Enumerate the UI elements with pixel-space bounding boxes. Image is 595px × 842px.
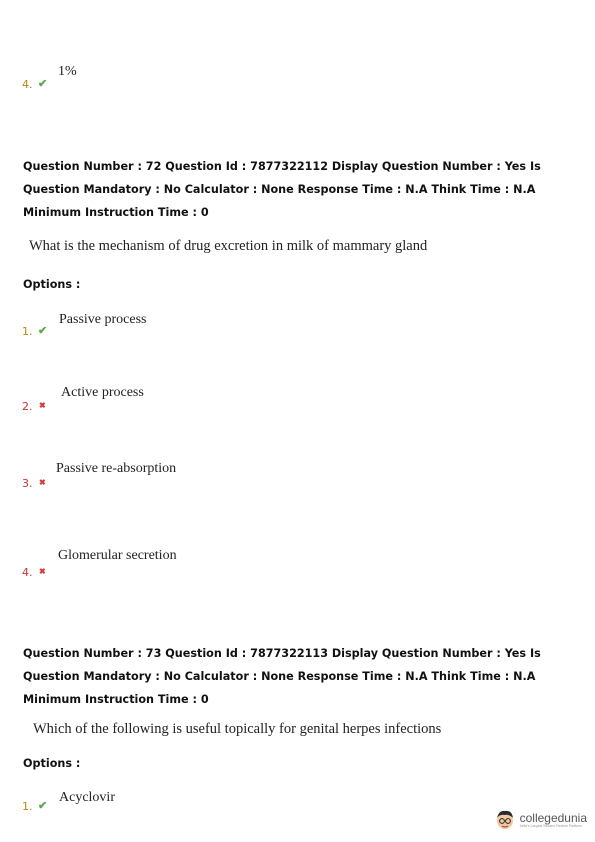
cross-icon: ✖ bbox=[39, 478, 46, 487]
q72-option-4 bbox=[22, 547, 322, 577]
question-72-meta: Question Number : 72 Question Id : 7877322112 Display Question Number : Yes Is Question Mandatory : No Calculator : None Response Time : N.A Think Time : N.A Minimum Instruction Time : 0 bbox=[23, 160, 541, 219]
option-number: 2. bbox=[22, 400, 33, 413]
option-number: 4. bbox=[22, 566, 33, 579]
collegedunia-logo bbox=[494, 808, 587, 832]
option-text: Active process bbox=[61, 385, 144, 400]
cross-icon: ✖ bbox=[39, 567, 46, 576]
prev-option-4 bbox=[22, 62, 222, 96]
q72-option-1 bbox=[22, 311, 322, 341]
option-text: Glomerular secretion bbox=[58, 548, 177, 563]
option-text: 1% bbox=[58, 64, 77, 79]
option-text: Passive re-absorption bbox=[56, 461, 177, 476]
option-text: Passive process bbox=[59, 312, 147, 327]
question-73-meta: Question Number : 73 Question Id : 7877322113 Display Question Number : Yes Is Question Mandatory : No Calculator : None Response Time : N.A Think Time : N.A Minimum Instruction Time : 0 bbox=[23, 647, 541, 706]
cross-icon: ✖ bbox=[39, 401, 46, 410]
q72-option-3 bbox=[22, 460, 322, 490]
q73-option-1 bbox=[22, 790, 322, 820]
logo-text-block bbox=[520, 812, 587, 828]
question-72-text: What is the mechanism of drug excretion in milk of mammary gland bbox=[29, 238, 428, 254]
check-icon: ✔ bbox=[38, 325, 48, 337]
option-number: 1. bbox=[22, 325, 33, 338]
logo-tagline: India's Largest Student Review Platform bbox=[519, 824, 582, 828]
logo-name: collegedunia bbox=[519, 811, 587, 825]
option-number: 4. bbox=[22, 78, 33, 91]
option-number: 1. bbox=[22, 800, 33, 813]
student-mascot-icon bbox=[494, 808, 516, 832]
check-icon: ✔ bbox=[38, 800, 48, 812]
option-number: 3. bbox=[22, 477, 33, 490]
q72-option-2 bbox=[22, 384, 322, 414]
question-73-text: Which of the following is useful topically for genital herpes infections bbox=[33, 721, 442, 737]
options-label: Options : bbox=[23, 278, 81, 291]
check-icon: ✔ bbox=[38, 78, 48, 90]
option-text: Acyclovir bbox=[59, 790, 115, 805]
options-label: Options : bbox=[23, 757, 81, 770]
